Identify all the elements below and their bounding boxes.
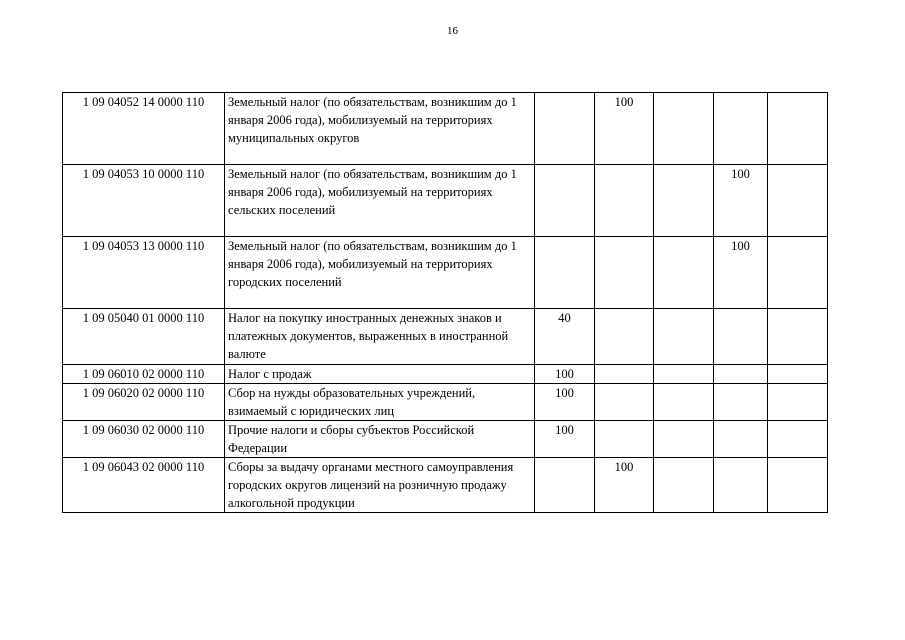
share-column-5: [768, 309, 828, 365]
share-column-5: [768, 93, 828, 165]
share-column-4: [714, 421, 768, 458]
share-column-2: [595, 365, 654, 384]
table-row: [63, 309, 828, 365]
classification-code: 1 09 04052 14 0000 110: [63, 93, 225, 165]
share-column-3: [654, 309, 714, 365]
share-column-2: [595, 384, 654, 421]
share-column-3: [654, 421, 714, 458]
table-row: [63, 165, 828, 237]
classification-code: 1 09 05040 01 0000 110: [63, 309, 225, 365]
share-column-5: [768, 237, 828, 309]
share-column-2: 100: [595, 458, 654, 513]
share-column-1: 100: [535, 365, 595, 384]
table-row: [63, 93, 828, 165]
share-column-4: [714, 458, 768, 513]
share-column-1: [535, 93, 595, 165]
share-column-2: 100: [595, 93, 654, 165]
share-column-3: [654, 165, 714, 237]
share-column-4: 100: [714, 165, 768, 237]
share-column-1: [535, 458, 595, 513]
revenue-name: Сбор на нужды образовательных учреждений, взимаемый с юридических лиц: [225, 384, 535, 421]
share-column-5: [768, 421, 828, 458]
share-column-5: [768, 165, 828, 237]
revenue-name: Земельный налог (по обязательствам, возникшим до 1 января 2006 года), мобилизуемый на территориях сельских поселений: [225, 165, 535, 237]
share-column-2: [595, 165, 654, 237]
classification-code: 1 09 06020 02 0000 110: [63, 384, 225, 421]
share-column-4: [714, 93, 768, 165]
share-column-1: [535, 237, 595, 309]
revenue-name: Земельный налог (по обязательствам, возникшим до 1 января 2006 года), мобилизуемый на территориях городских поселений: [225, 237, 535, 309]
revenue-distribution-table: [62, 92, 828, 513]
share-column-4: 100: [714, 237, 768, 309]
share-column-3: [654, 384, 714, 421]
share-column-4: [714, 384, 768, 421]
share-column-4: [714, 309, 768, 365]
share-column-2: [595, 309, 654, 365]
classification-code: 1 09 04053 13 0000 110: [63, 237, 225, 309]
share-column-1: 100: [535, 421, 595, 458]
revenue-name: Налог с продаж: [225, 365, 535, 384]
classification-code: 1 09 06030 02 0000 110: [63, 421, 225, 458]
share-column-2: [595, 421, 654, 458]
page-number: 16: [447, 25, 458, 37]
share-column-3: [654, 458, 714, 513]
table-row: [63, 237, 828, 309]
share-column-3: [654, 365, 714, 384]
share-column-1: [535, 165, 595, 237]
share-column-2: [595, 237, 654, 309]
table-row: [63, 421, 828, 458]
share-column-1: 40: [535, 309, 595, 365]
classification-code: 1 09 06043 02 0000 110: [63, 458, 225, 513]
table-row: [63, 384, 828, 421]
share-column-5: [768, 384, 828, 421]
share-column-5: [768, 458, 828, 513]
revenue-name: Сборы за выдачу органами местного самоуправления городских округов лицензий на розничную продажу алкогольной продукции: [225, 458, 535, 513]
share-column-5: [768, 365, 828, 384]
table-row: [63, 365, 828, 384]
revenue-name: Прочие налоги и сборы субъектов Российской Федерации: [225, 421, 535, 458]
revenue-name: Земельный налог (по обязательствам, возникшим до 1 января 2006 года), мобилизуемый на территориях муниципальных округов: [225, 93, 535, 165]
revenue-name: Налог на покупку иностранных денежных знаков и платежных документов, выраженных в иностранной валюте: [225, 309, 535, 365]
share-column-1: 100: [535, 384, 595, 421]
classification-code: 1 09 06010 02 0000 110: [63, 365, 225, 384]
share-column-3: [654, 237, 714, 309]
share-column-3: [654, 93, 714, 165]
classification-code: 1 09 04053 10 0000 110: [63, 165, 225, 237]
table-row: [63, 458, 828, 513]
share-column-4: [714, 365, 768, 384]
